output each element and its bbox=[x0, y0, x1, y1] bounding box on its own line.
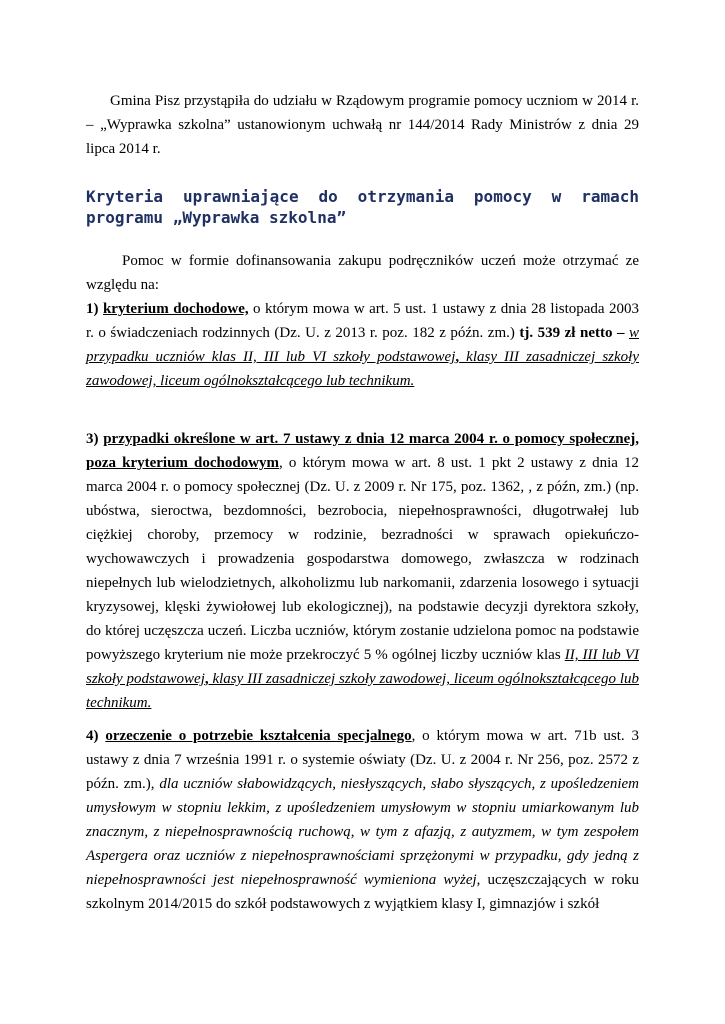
item1-text: o którym mowa w art. 5 ust. 1 ustawy z dnia 28 listopada 2003 r. o świadczeniach rodzinnych (Dz. U. z 2013 r. poz. 182 z późn. zm.) bbox=[86, 301, 640, 341]
item3-number: 3) bbox=[86, 431, 99, 447]
item1-amount: tj. 539 zł netto – bbox=[519, 325, 625, 341]
item4-text: , o którym mowa w art. 71b ust. 3 ustawy z dnia 7 września 1991 r. o systemie oświaty (Dz. U. z 2004 r. Nr 256, poz. 2572 z późn. zm.), bbox=[86, 728, 639, 792]
lead-text: Pomoc w formie dofinansowania zakupu podręczników uczeń może otrzymać ze względu na: bbox=[86, 253, 639, 293]
item1-number: 1) bbox=[86, 301, 99, 317]
item1-scope-a: w przypadku uczniów klas II, III lub VI szkoły podstawowej bbox=[86, 325, 640, 365]
lead-paragraph bbox=[86, 249, 639, 393]
item3-title: przypadki określone w art. 7 ustawy z dnia 12 marca 2004 r. o pomocy społecznej, poza kryterium dochodowym bbox=[86, 431, 639, 471]
section-heading: Kryteria uprawniające do otrzymania pomocy w ramach programu „Wyprawka szkolna” bbox=[86, 187, 639, 227]
intro-paragraph: Gmina Pisz przystąpiła do udziału w Rządowym programie pomocy uczniom w 2014 r. – „Wyprawka szkolna” ustanowionym uchwałą nr 144/2014 Rady Ministrów z dnia 29 lipca 2014 r. bbox=[86, 93, 639, 157]
item1-scope-b: klasy III zasadniczej szkoły zawodowej, liceum ogólnokształcącego lub technikum. bbox=[86, 349, 639, 389]
item3-scope-b: klasy III zasadniczej szkoły zawodowej, liceum ogólnokształcącego lub technikum. bbox=[86, 671, 639, 711]
item4-title: orzeczenie o potrzebie kształcenia specjalnego bbox=[105, 728, 412, 744]
item4-number: 4) bbox=[86, 728, 99, 744]
item3-comma: , bbox=[204, 671, 209, 687]
item3-text: , o którym mowa w art. 8 ust. 1 pkt 2 ustawy z dnia 12 marca 2004 r. o pomocy społecznej (Dz. U. z 2009 r. Nr 175, poz. 1362, , z późn, zm.) (np. ubóstwa, sieroctwa, bezdomności, bezrobocia, niepełnosprawności, długotrwałej lub ciężkiej choroby, przemocy w rodzinie, bezradności w sprawach opiekuńczo-wychowawczych i prowadzenia gospodarstwa domowego, zwłaszcza w rodzinach niepełnych lub wielodzietnych, alkoholizmu lub narkomanii, zdarzenia losowego i sytuacji kryzysowej, klęski żywiołowej lub ekologicznej), na podstawie decyzji dyrektora szkoły, do której uczęszcza uczeń. Liczba uczniów, którym zostanie udzielona pomoc na podstawie powyższego kryterium nie może przekroczyć 5 % ogólnej liczby uczniów klas bbox=[86, 455, 639, 663]
item4-italic: dla uczniów słabowidzących, niesłyszących, słabo słyszących, z upośledzeniem umysłowym w stopniu lekkim, z upośledzeniem umysłowym w stopniu umiarkowanym lub znacznym, z niepełnosprawnością ruchową, w tym z afazją, z autyzmem, w tym zespołem Aspergera oraz uczniów z niepełnosprawnościami sprzężonymi w przypadku, gdy jedną z niepełnosprawności jest niepełnosprawność wymieniona wyżej bbox=[86, 776, 639, 888]
item3-scope-a: II, III lub VI szkoły podstawowej bbox=[86, 647, 639, 687]
item1-title: kryterium dochodowe, bbox=[102, 301, 249, 317]
item1-comma: , bbox=[455, 349, 460, 365]
item4-tail: , uczęszczających w roku szkolnym 2014/2015 do szkół podstawowych z wyjątkiem klasy I, gimnazjów i szkół bbox=[86, 872, 639, 912]
item3-paragraph bbox=[86, 427, 639, 715]
item4-paragraph bbox=[86, 724, 639, 916]
